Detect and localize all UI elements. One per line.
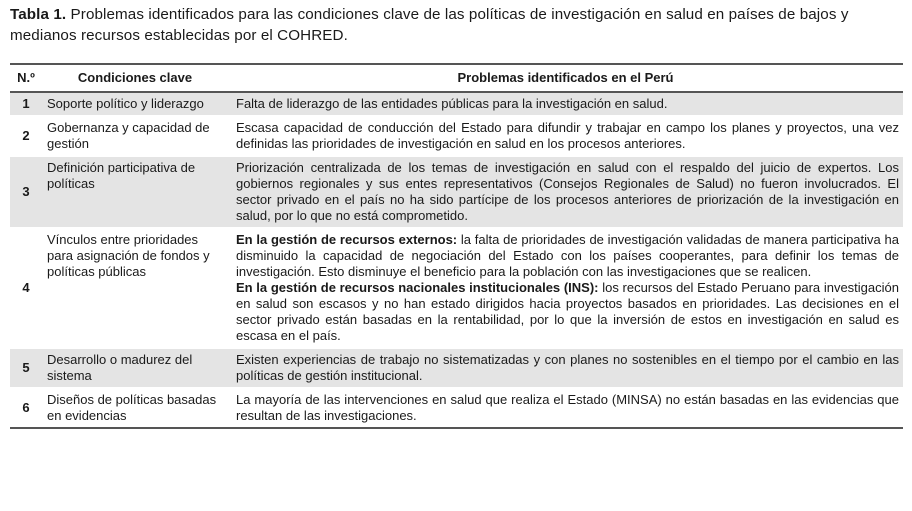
problem-external-resources <box>236 232 899 280</box>
table-row <box>10 92 903 116</box>
row-problem: Priorización centralizada de los temas de investigación en salud con el respaldo del juicio de expertos. Los gobiernos regionales y sus entes representativos (Consejos Regionales de Salud) no fueron involucrados. El sector privado en el país no ha sido partícipe de los procesos anteriores de priorización de la investigación en salud, por lo que no está comprometido. <box>228 156 903 228</box>
row-number: 3 <box>10 156 42 228</box>
table-row <box>10 116 903 156</box>
problems-table <box>10 63 903 429</box>
row-problem: Existen experiencias de trabajo no sistematizadas y con planes no sostenibles en el tiempo por el cambio en las políticas de gestión institucional. <box>228 348 903 388</box>
table-header-row <box>10 64 903 92</box>
row-condition: Gobernanza y capacidad de gestión <box>42 116 228 156</box>
problem-national-text: los recursos del Estado Peruano para investigación en salud son escasos y no han estado dirigidos hacia proyectos basados en prioridades. Las decisiones en el sector privado están basadas en la rentabilidad, por lo que la inversión de estos en investigación en salud es escasa en el país. <box>236 280 899 343</box>
row-number: 4 <box>10 228 42 348</box>
row-condition: Diseños de políticas basadas en evidencias <box>42 388 228 428</box>
row-condition: Desarrollo o madurez del sistema <box>42 348 228 388</box>
row-condition: Soporte político y liderazgo <box>42 92 228 116</box>
problem-national-label: En la gestión de recursos nacionales institucionales (INS): <box>236 280 599 295</box>
table-row <box>10 348 903 388</box>
table-caption <box>10 4 905 46</box>
header-condition: Condiciones clave <box>42 64 228 92</box>
table-row <box>10 228 903 348</box>
caption-label: Tabla 1. <box>10 6 67 23</box>
problem-national-resources <box>236 280 899 344</box>
table-row <box>10 388 903 428</box>
row-number: 2 <box>10 116 42 156</box>
problem-external-text: la falta de prioridades de investigación validadas de manera participativa ha disminuido la capacidad de negociación del Estado con los países cooperantes, para definir los temas de investigación. Esto disminuye el beneficio para la población con las investigaciones que se realicen. <box>236 232 899 279</box>
header-number: N.º <box>10 64 42 92</box>
problem-external-label: En la gestión de recursos externos: <box>236 232 458 247</box>
row-problem: La mayoría de las intervenciones en salud que realiza el Estado (MINSA) no están basadas en las evidencias que resultan de las investigaciones. <box>228 388 903 428</box>
row-problem: Escasa capacidad de conducción del Estado para difundir y trabajar en campo los planes y proyectos, una vez definidas las prioridades de investigación en salud en los procesos anteriores. <box>228 116 903 156</box>
caption-text: Problemas identificados para las condiciones clave de las políticas de investigación en salud en países de bajos y medianos recursos establecidas por el COHRED. <box>10 6 849 44</box>
row-problem <box>228 228 903 348</box>
row-number: 5 <box>10 348 42 388</box>
row-problem: Falta de liderazgo de las entidades públicas para la investigación en salud. <box>228 92 903 116</box>
row-condition: Definición participativa de políticas <box>42 156 228 228</box>
table-row <box>10 156 903 228</box>
row-number: 1 <box>10 92 42 116</box>
row-number: 6 <box>10 388 42 428</box>
header-problems: Problemas identificados en el Perú <box>228 64 903 92</box>
row-condition: Vínculos entre prioridades para asignación de fondos y políticas públicas <box>42 228 228 348</box>
